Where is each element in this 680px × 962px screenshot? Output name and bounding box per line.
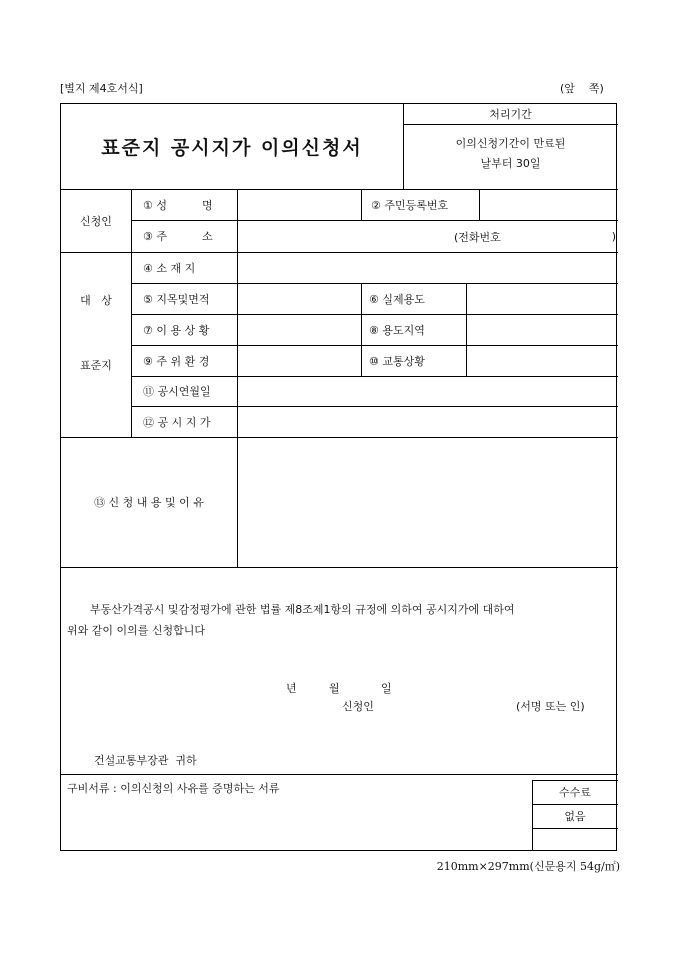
lot-area-label: ⑤ 지목및면적 xyxy=(143,292,210,306)
date-year-label: 년 xyxy=(286,682,297,695)
usage-status-label: ⑦ 이 용 상 황 xyxy=(143,323,210,337)
announce-date-label: ⑪ 공시연월일 xyxy=(143,385,211,398)
target-group-label-1: 대 상 xyxy=(80,294,112,307)
fee-label: 수수료 xyxy=(559,786,591,799)
location-field[interactable] xyxy=(238,253,616,283)
name-label: ① 성 명 xyxy=(143,198,213,212)
traffic-label: ⑩ 교통상황 xyxy=(369,354,425,368)
paper-spec: 210mm×297mm(신문용지 54g/㎡) xyxy=(436,860,620,873)
date-month-label: 월 xyxy=(329,682,340,695)
processing-period-label: 처리기간 xyxy=(489,108,532,121)
address-field[interactable] xyxy=(238,221,616,252)
zoning-field[interactable] xyxy=(467,315,617,345)
announced-price-field[interactable] xyxy=(238,407,616,437)
announce-date-field[interactable] xyxy=(238,377,616,406)
processing-period-line1: 이의신청기간이 만료된 xyxy=(455,137,566,150)
reason-label: ⑬ 신 청 내 용 및 이 유 xyxy=(94,496,204,509)
page-side-label: (앞 쪽) xyxy=(560,82,604,95)
applicant-group-label: 신청인 xyxy=(80,214,112,228)
signature-label: (서명 또는 인) xyxy=(516,700,585,713)
name-field[interactable] xyxy=(238,190,361,220)
surroundings-field[interactable] xyxy=(238,346,361,376)
form-title: 표준지 공시지가 이의신청서 xyxy=(101,137,363,159)
location-label: ④ 소 재 지 xyxy=(143,261,196,275)
actual-use-label: ⑥ 실제용도 xyxy=(369,292,425,306)
address-label: ③ 주 소 xyxy=(143,230,213,243)
addressee: 건설교통부장관 귀하 xyxy=(94,754,197,767)
usage-status-field[interactable] xyxy=(238,315,361,345)
statement-line1: 부동산가격공시 및감정평가에 관한 법률 제8조제1항의 규정에 의하여 공시지가에 대하여 xyxy=(90,603,515,616)
target-group-label-2: 표준지 xyxy=(80,359,112,372)
statement-line2: 위와 같이 이의를 신청합니다 xyxy=(67,624,206,637)
phone-close-paren: ) xyxy=(611,230,616,243)
processing-period-line2: 날부터 30일 xyxy=(480,157,541,170)
phone-label: (전화번호 xyxy=(454,230,501,244)
application-form xyxy=(60,103,617,851)
fee-value: 없음 xyxy=(564,810,586,823)
announced-price-label: ⑫ 공 시 지 가 xyxy=(143,415,211,429)
actual-use-field[interactable] xyxy=(467,284,617,314)
zoning-label: ⑧ 용도지역 xyxy=(369,323,425,337)
signer-label: 신청인 xyxy=(342,700,374,713)
resident-number-field[interactable] xyxy=(480,190,617,220)
required-documents: 구비서류 : 이의신청의 사유를 증명하는 서류 xyxy=(67,782,280,795)
reason-field[interactable] xyxy=(238,438,616,567)
resident-number-label: ② 주민등록번호 xyxy=(371,198,449,212)
lot-area-field[interactable] xyxy=(238,284,361,314)
surroundings-label: ⑨ 주 위 환 경 xyxy=(143,354,210,368)
form-number: [별지 제4호서식] xyxy=(60,82,143,95)
traffic-field[interactable] xyxy=(467,346,617,376)
date-day-label: 일 xyxy=(381,682,392,695)
